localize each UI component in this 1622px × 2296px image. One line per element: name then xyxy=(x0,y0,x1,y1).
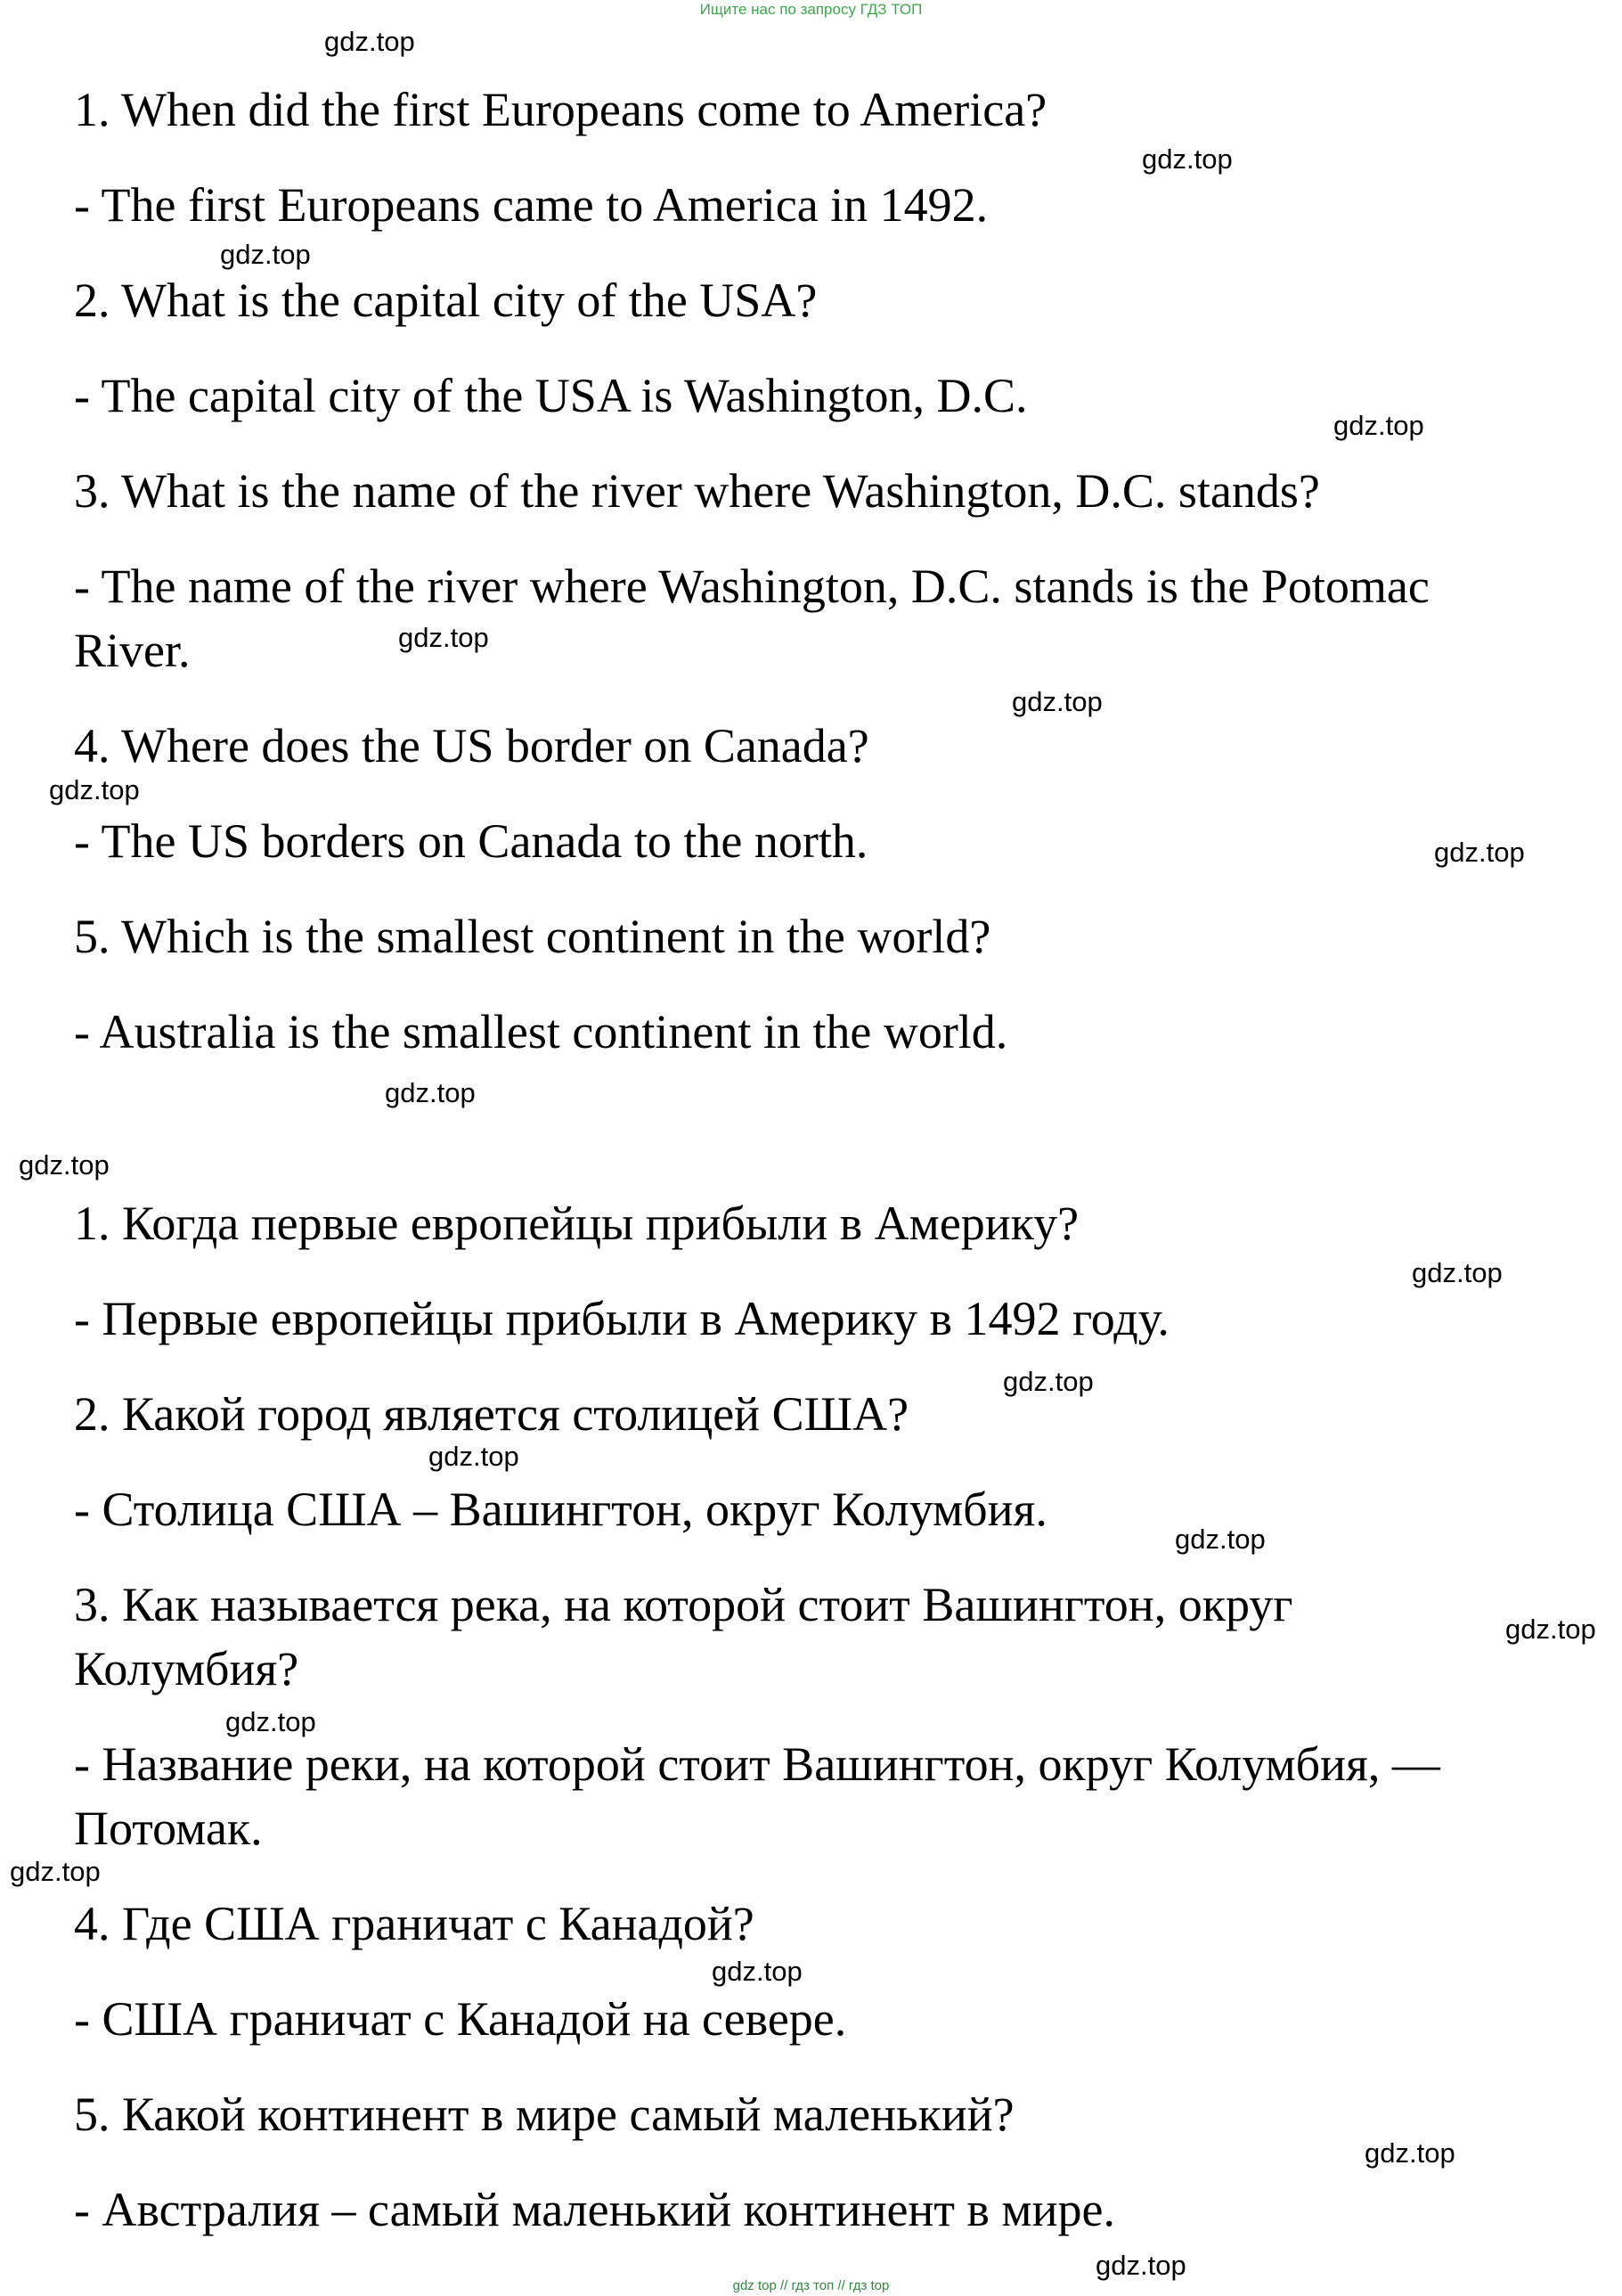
watermark: gdz.top xyxy=(19,1149,110,1181)
english-question-1: 1. When did the first Europeans come to America? xyxy=(74,83,1047,136)
russian-answer-3-line-1: - Название реки, на которой стоит Вашингтон, округ Колумбия, — xyxy=(74,1737,1440,1791)
watermark: gdz.top xyxy=(1333,410,1424,441)
watermark: gdz.top xyxy=(1096,2250,1186,2281)
watermark: gdz.top xyxy=(398,622,489,653)
russian-answer-3-line-2: Потомак. xyxy=(74,1802,263,1855)
russian-answer-4: - США граничат с Канадой на севере. xyxy=(74,1992,847,2046)
watermark: gdz.top xyxy=(1003,1366,1094,1397)
watermark: gdz.top xyxy=(324,26,415,57)
russian-answer-2: - Столица США – Вашингтон, округ Колумбия. xyxy=(74,1483,1047,1536)
footer-banner[interactable] xyxy=(0,2277,1622,2295)
footer-banner-link[interactable]: gdz top // гдз топ // гдз top xyxy=(732,2278,890,2293)
english-answer-3-line-2: River. xyxy=(74,624,191,677)
english-question-5: 5. Which is the smallest continent in the world? xyxy=(74,910,991,963)
russian-question-3-line-2: Колумбия? xyxy=(74,1642,299,1695)
russian-answer-5: - Австралия – самый маленький континент в мире. xyxy=(74,2183,1115,2236)
watermark: gdz.top xyxy=(10,1856,101,1887)
russian-question-4: 4. Где США граничат с Канадой? xyxy=(74,1897,754,1950)
russian-answer-1: - Первые европейцы прибыли в Америку в 1492 году. xyxy=(74,1292,1170,1345)
english-question-3: 3. What is the name of the river where Washington, D.C. stands? xyxy=(74,464,1320,518)
watermark: gdz.top xyxy=(385,1077,476,1108)
watermark: gdz.top xyxy=(1142,143,1233,175)
watermark: gdz.top xyxy=(49,774,140,805)
english-question-2: 2. What is the capital city of the USA? xyxy=(74,274,818,327)
watermark: gdz.top xyxy=(428,1441,519,1472)
english-answer-3-line-1: - The name of the river where Washington, D.C. stands is the Potomac xyxy=(74,560,1430,613)
watermark: gdz.top xyxy=(1505,1614,1596,1645)
english-question-4: 4. Where does the US border on Canada? xyxy=(74,719,869,772)
watermark: gdz.top xyxy=(225,1706,316,1737)
english-answer-4: - The US borders on Canada to the north. xyxy=(74,814,868,868)
watermark: gdz.top xyxy=(1012,686,1103,717)
watermark: gdz.top xyxy=(220,239,311,270)
watermark: gdz.top xyxy=(712,1956,803,1987)
english-answer-2: - The capital city of the USA is Washington, D.C. xyxy=(74,369,1028,422)
russian-question-2: 2. Какой город является столицей США? xyxy=(74,1387,909,1441)
russian-question-1: 1. Когда первые европейцы прибыли в Америку? xyxy=(74,1197,1080,1250)
russian-question-3-line-1: 3. Как называется река, на которой стоит Вашингтон, округ xyxy=(74,1578,1293,1631)
watermark: gdz.top xyxy=(1365,2137,1455,2169)
watermark: gdz.top xyxy=(1434,837,1525,868)
watermark: gdz.top xyxy=(1412,1257,1503,1288)
english-answer-5: - Australia is the smallest continent in the world. xyxy=(74,1005,1008,1058)
russian-question-5: 5. Какой континент в мире самый маленький? xyxy=(74,2088,1015,2141)
english-answer-1: - The first Europeans came to America in 1492. xyxy=(74,178,989,232)
header-banner-link[interactable]: Ищите нас по запросу ГДЗ ТОП xyxy=(699,1,923,18)
watermark: gdz.top xyxy=(1175,1524,1266,1555)
